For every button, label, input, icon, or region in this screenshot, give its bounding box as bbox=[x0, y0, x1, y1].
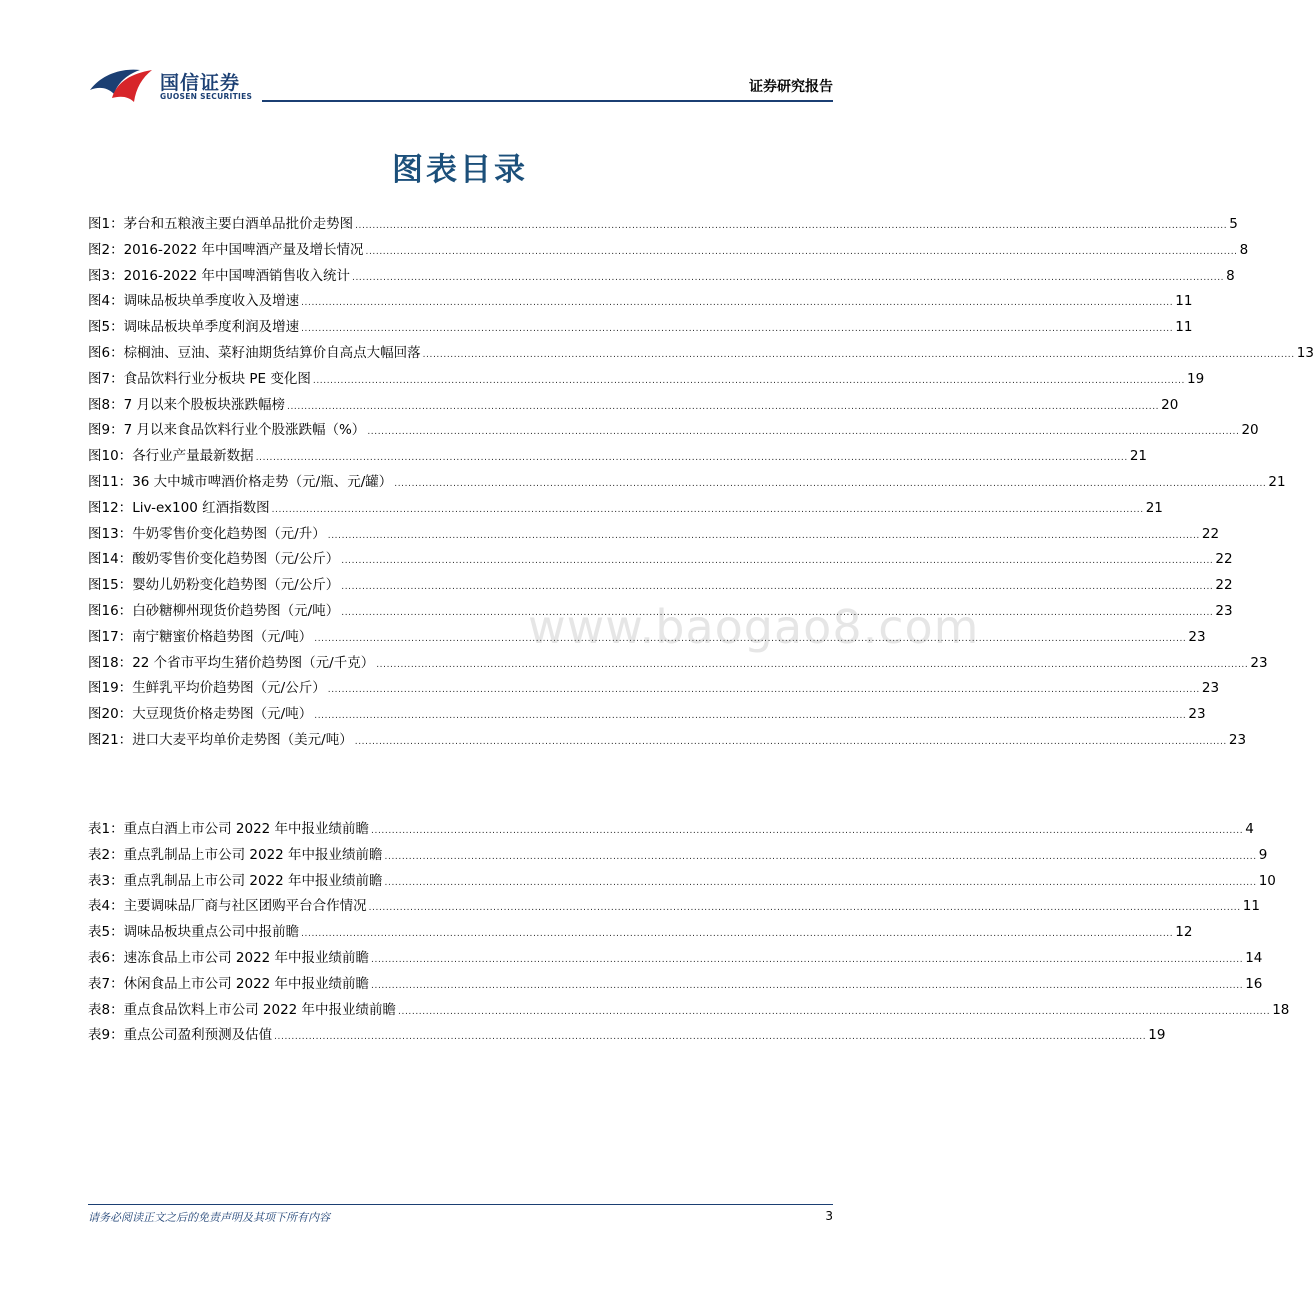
toc-entry-title: 调味品板块单季度利润及增速 bbox=[123, 319, 300, 336]
toc-entry-title: 食品饮料行业分板块 PE 变化图 bbox=[123, 370, 311, 387]
table-toc-row[interactable] bbox=[88, 817, 1254, 843]
toc-entry-label: 图7： bbox=[88, 370, 124, 387]
toc-entry-page: 20 bbox=[1241, 422, 1259, 439]
figure-toc-row[interactable] bbox=[88, 599, 1233, 625]
toc-entry-page: 21 bbox=[1268, 473, 1286, 490]
toc-entry-label: 图8： bbox=[88, 396, 124, 413]
table-list bbox=[88, 817, 1290, 1049]
toc-entry-title: 重点乳制品上市公司 2022 年中报业绩前瞻 bbox=[123, 872, 383, 889]
toc-entry-page: 23 bbox=[1250, 654, 1268, 671]
toc-entry-title: Liv-ex100 红酒指数图 bbox=[132, 499, 270, 516]
toc-dot-leader bbox=[274, 1023, 1146, 1051]
toc-entry-title: 酸奶零售价变化趋势图（元/公斤） bbox=[132, 551, 340, 568]
figure-toc-row[interactable] bbox=[88, 341, 1314, 367]
figure-toc-row[interactable] bbox=[88, 418, 1259, 444]
figure-toc-row[interactable] bbox=[88, 702, 1206, 728]
report-type-label: 证券研究报告 bbox=[749, 79, 833, 95]
figure-toc-row[interactable] bbox=[88, 547, 1233, 573]
toc-entry-label: 表5： bbox=[88, 924, 124, 941]
toc-dot-leader bbox=[314, 702, 1186, 730]
toc-entry-label: 图13： bbox=[88, 525, 133, 542]
toc-entry-label: 图4： bbox=[88, 293, 124, 310]
toc-entry-title: 2016-2022 年中国啤酒销售收入统计 bbox=[123, 267, 350, 284]
table-toc-row[interactable] bbox=[88, 998, 1290, 1024]
toc-entry-label: 图19： bbox=[88, 680, 133, 697]
toc-entry-page: 8 bbox=[1239, 241, 1249, 258]
toc-entry-title: 大豆现货价格走势图（元/吨） bbox=[132, 706, 313, 723]
toc-dot-leader bbox=[367, 418, 1239, 446]
watermark-text: www.baogao8.com bbox=[528, 600, 980, 654]
toc-entry-title: 速冻食品上市公司 2022 年中报业绩前瞻 bbox=[123, 949, 370, 966]
figure-toc-row[interactable] bbox=[88, 625, 1206, 651]
toc-entry-title: 调味品板块重点公司中报前瞻 bbox=[123, 924, 300, 941]
toc-entry-page: 18 bbox=[1272, 1001, 1290, 1018]
toc-entry-title: 重点白酒上市公司 2022 年中报业绩前瞻 bbox=[123, 821, 370, 837]
table-toc-row[interactable] bbox=[88, 869, 1276, 895]
toc-entry-title: 进口大麦平均单价走势图（美元/吨） bbox=[132, 731, 353, 748]
figure-toc-row[interactable] bbox=[88, 238, 1249, 264]
toc-entry-page: 11 bbox=[1242, 898, 1260, 915]
toc-dot-leader bbox=[365, 238, 1237, 266]
toc-entry-page: 9 bbox=[1258, 846, 1268, 863]
toc-entry-label: 图5： bbox=[88, 319, 124, 336]
table-toc-row[interactable] bbox=[88, 843, 1268, 869]
toc-entry-label: 图6： bbox=[88, 344, 124, 361]
toc-entry-page: 22 bbox=[1215, 577, 1233, 594]
toc-entry-title: 生鲜乳平均价趋势图（元/公斤） bbox=[132, 680, 326, 697]
table-toc-row[interactable] bbox=[88, 920, 1193, 946]
toc-dot-leader bbox=[287, 393, 1159, 421]
toc-entry-page: 14 bbox=[1245, 949, 1263, 966]
toc-dot-leader bbox=[398, 998, 1270, 1026]
table-toc-row[interactable] bbox=[88, 894, 1260, 920]
table-toc-row[interactable] bbox=[88, 946, 1263, 972]
toc-entry-title: 茅台和五粮液主要白酒单品批价走势图 bbox=[123, 216, 354, 232]
toc-entry-title: 各行业产量最新数据 bbox=[132, 448, 254, 465]
toc-entry-page: 11 bbox=[1175, 293, 1193, 310]
figure-toc-row[interactable] bbox=[88, 289, 1193, 315]
toc-entry-title: 重点公司盈利预测及估值 bbox=[123, 1027, 273, 1044]
toc-entry-title: 重点食品饮料上市公司 2022 年中报业绩前瞻 bbox=[123, 1001, 397, 1018]
toc-entry-page: 11 bbox=[1175, 319, 1193, 336]
toc-entry-title: 36 大中城市啤酒价格走势（元/瓶、元/罐） bbox=[132, 473, 393, 490]
toc-entry-title: 牛奶零售价变化趋势图（元/升） bbox=[132, 525, 326, 542]
toc-entry-page: 21 bbox=[1145, 499, 1163, 516]
logo-chinese-name: 国信证券 bbox=[160, 72, 241, 94]
toc-entry-label: 图17： bbox=[88, 628, 133, 645]
toc-dot-leader bbox=[313, 367, 1185, 395]
toc-dot-leader bbox=[341, 573, 1213, 601]
toc-entry-label: 图15： bbox=[88, 577, 133, 594]
toc-entry-label: 图2： bbox=[88, 241, 124, 258]
figure-toc-row[interactable] bbox=[88, 728, 1247, 754]
toc-dot-leader bbox=[352, 264, 1224, 292]
figure-toc-row[interactable] bbox=[88, 393, 1179, 419]
table-toc-row[interactable] bbox=[88, 1023, 1166, 1049]
toc-entry-title: 白砂糖柳州现货价趋势图（元/吨） bbox=[132, 602, 340, 619]
toc-entry-label: 表7： bbox=[88, 975, 124, 992]
toc-entry-page: 19 bbox=[1148, 1027, 1166, 1044]
toc-dot-leader bbox=[423, 341, 1295, 369]
toc-dot-leader bbox=[341, 547, 1213, 575]
toc-entry-label: 图12： bbox=[88, 499, 133, 516]
toc-entry-page: 23 bbox=[1215, 602, 1233, 619]
toc-entry-title: 棕榈油、豆油、菜籽油期货结算价自高点大幅回落 bbox=[123, 344, 421, 361]
toc-entry-label: 图10： bbox=[88, 448, 133, 465]
figure-toc-row[interactable] bbox=[88, 470, 1286, 496]
table-toc-row[interactable] bbox=[88, 972, 1263, 998]
header-divider bbox=[262, 100, 833, 102]
toc-dot-leader bbox=[355, 728, 1227, 756]
toc-dot-leader bbox=[369, 894, 1241, 922]
toc-dot-leader bbox=[328, 676, 1200, 704]
toc-dot-leader bbox=[376, 651, 1248, 679]
toc-entry-page: 23 bbox=[1188, 706, 1206, 723]
toc-entry-title: 重点乳制品上市公司 2022 年中报业绩前瞻 bbox=[123, 846, 383, 863]
toc-entry-label: 图3： bbox=[88, 267, 124, 284]
toc-entry-page: 22 bbox=[1201, 525, 1220, 542]
toc-entry-page: 22 bbox=[1215, 551, 1233, 568]
toc-entry-label: 图16： bbox=[88, 602, 133, 619]
figure-toc-row[interactable] bbox=[88, 496, 1163, 522]
logo-mark-icon bbox=[88, 62, 158, 106]
toc-entry-label: 表8： bbox=[88, 1001, 124, 1018]
toc-dot-leader bbox=[385, 869, 1257, 897]
toc-entry-label: 表6： bbox=[88, 949, 124, 966]
toc-entry-page: 23 bbox=[1228, 731, 1247, 748]
figure-toc-row[interactable] bbox=[88, 367, 1205, 393]
company-logo bbox=[88, 62, 258, 106]
figure-toc-row[interactable] bbox=[88, 212, 1238, 238]
figure-toc-row[interactable] bbox=[88, 264, 1235, 290]
toc-entry-label: 图9： bbox=[88, 422, 124, 439]
toc-entry-title: 调味品板块单季度收入及增速 bbox=[123, 293, 300, 310]
toc-entry-label: 表1： bbox=[88, 821, 124, 837]
toc-entry-title: 7 月以来个股板块涨跌幅榜 bbox=[123, 396, 285, 413]
footer-disclaimer: 请务必阅读正文之后的免责声明及其项下所有内容 bbox=[88, 1211, 330, 1224]
toc-entry-page: 16 bbox=[1245, 975, 1263, 992]
toc-entry-page: 12 bbox=[1175, 924, 1193, 941]
toc-entry-page: 19 bbox=[1187, 370, 1205, 387]
page-title: 图表目录 bbox=[392, 152, 528, 188]
toc-dot-leader bbox=[314, 625, 1186, 653]
toc-entry-title: 休闲食品上市公司 2022 年中报业绩前瞻 bbox=[123, 975, 370, 992]
footer-divider bbox=[88, 1204, 833, 1205]
toc-entry-label: 图18： bbox=[88, 654, 133, 671]
figure-toc-row[interactable] bbox=[88, 676, 1220, 702]
toc-entry-page: 21 bbox=[1129, 448, 1148, 465]
toc-entry-page: 10 bbox=[1258, 872, 1276, 889]
logo-english-name: GUOSEN SECURITIES bbox=[160, 92, 253, 101]
toc-entry-title: 主要调味品厂商与社区团购平台合作情况 bbox=[123, 898, 367, 915]
toc-dot-leader bbox=[371, 946, 1243, 974]
toc-dot-leader bbox=[371, 972, 1243, 1000]
toc-entry-title: 22 个省市平均生猪价趋势图（元/千克） bbox=[132, 654, 375, 671]
toc-entry-page: 8 bbox=[1226, 267, 1235, 284]
toc-dot-leader bbox=[371, 817, 1243, 845]
toc-dot-leader bbox=[394, 470, 1266, 498]
toc-entry-label: 图20： bbox=[88, 706, 133, 723]
toc-entry-page: 23 bbox=[1188, 628, 1206, 645]
toc-entry-label: 图21： bbox=[88, 731, 133, 748]
toc-entry-label: 表3： bbox=[88, 872, 124, 889]
page-number: 3 bbox=[825, 1209, 833, 1223]
figure-toc-row[interactable] bbox=[88, 315, 1193, 341]
figure-toc-row[interactable] bbox=[88, 573, 1233, 599]
toc-entry-label: 图11： bbox=[88, 473, 133, 490]
toc-entry-title: 7 月以来食品饮料行业个股涨跌幅（%） bbox=[123, 422, 366, 439]
toc-entry-page: 23 bbox=[1201, 680, 1220, 697]
toc-dot-leader bbox=[256, 444, 1128, 472]
toc-dot-leader bbox=[272, 496, 1144, 524]
page-header bbox=[88, 62, 833, 106]
toc-entry-title: 2016-2022 年中国啤酒产量及增长情况 bbox=[123, 241, 364, 258]
toc-dot-leader bbox=[301, 920, 1173, 948]
toc-dot-leader bbox=[301, 315, 1173, 343]
toc-entry-page: 20 bbox=[1161, 396, 1179, 413]
toc-entry-label: 表2： bbox=[88, 846, 124, 863]
toc-dot-leader bbox=[341, 599, 1213, 627]
figure-toc-row[interactable] bbox=[88, 651, 1268, 677]
toc-entry-label: 图14： bbox=[88, 551, 133, 568]
toc-entry-title: 南宁糖蜜价格趋势图（元/吨） bbox=[132, 628, 313, 645]
toc-entry-label: 表4： bbox=[88, 898, 124, 915]
figure-list bbox=[88, 212, 1314, 754]
toc-dot-leader bbox=[328, 522, 1200, 550]
figure-toc-row[interactable] bbox=[88, 444, 1148, 470]
toc-entry-page: 5 bbox=[1229, 216, 1238, 232]
toc-entry-title: 婴幼儿奶粉变化趋势图（元/公斤） bbox=[132, 577, 340, 594]
toc-entry-page: 4 bbox=[1245, 821, 1254, 837]
toc-entry-label: 图1： bbox=[88, 216, 124, 232]
toc-entry-page: 13 bbox=[1296, 344, 1314, 361]
toc-dot-leader bbox=[385, 843, 1257, 871]
figure-toc-row[interactable] bbox=[88, 522, 1220, 548]
toc-dot-leader bbox=[301, 289, 1173, 317]
toc-dot-leader bbox=[355, 212, 1227, 240]
toc-entry-label: 表9： bbox=[88, 1027, 124, 1044]
